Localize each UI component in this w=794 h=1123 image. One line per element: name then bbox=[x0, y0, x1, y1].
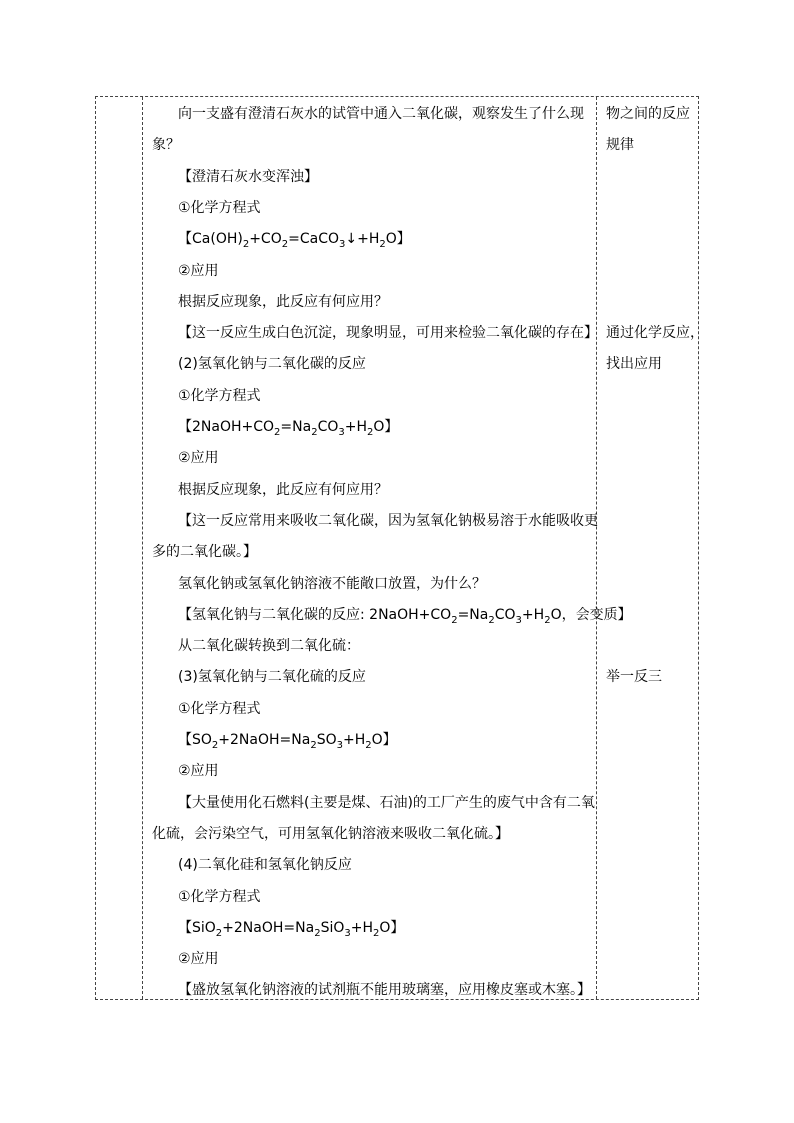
content-line: ②应用 bbox=[178, 262, 219, 279]
content-line: 【盛放氢氧化钠溶液的试剂瓶不能用玻璃塞，应用橡皮塞或木塞。】 bbox=[178, 982, 591, 999]
column-divider-left bbox=[142, 97, 143, 999]
content-line: 【$2NaOH+CO_2=Na_2CO_3+H_2O$】 bbox=[178, 419, 399, 438]
content-line: (4)二氧化硅和氢氧化钠反应 bbox=[178, 857, 352, 874]
content-line: 化硫，会污染空气，可用氢氧化钠溶液来吸收二氧化硫。】 bbox=[152, 825, 509, 842]
intent-note: 找出应用 bbox=[606, 356, 662, 373]
content-line: 【$Ca(OH)_2+CO_2=CaCO_3↓+H_2O$】 bbox=[178, 231, 411, 250]
content-line: (3)氢氧化钠与二氧化硫的反应 bbox=[178, 669, 366, 686]
content-line: 【这一反应生成白色沉淀，现象明显，可用来检验二氧化碳的存在】 bbox=[178, 325, 598, 342]
content-line: 根据反应现象，此反应有何应用？ bbox=[178, 293, 388, 310]
content-line: 象？ bbox=[152, 137, 180, 154]
intent-note: 物之间的反应 bbox=[606, 106, 690, 122]
content-line: 【$SiO_2+2NaOH=Na_2SiO_3+H_2O$】 bbox=[178, 919, 405, 939]
content-line: 根据反应现象，此反应有何应用？ bbox=[178, 481, 388, 498]
content-line: 【大量使用化石燃料(主要是煤、石油)的工厂产生的废气中含有二氧 bbox=[178, 794, 595, 811]
content-line: 【$SO_2+2NaOH=Na_2SO_3+H_2O$】 bbox=[178, 732, 397, 751]
intent-note: 通过化学反应， bbox=[606, 325, 704, 342]
content-line: ②应用 bbox=[178, 450, 219, 467]
content-line: ①化学方程式 bbox=[178, 700, 261, 717]
content-line: 【这一反应常用来吸收二氧化碳，因为氢氧化钠极易溶于水能吸收更 bbox=[178, 512, 598, 529]
content-line: 向一支盛有澄清石灰水的试管中通入二氧化碳，观察发生了什么现 bbox=[178, 106, 584, 122]
intent-note: 举一反三 bbox=[606, 669, 662, 686]
content-line: 从二氧化碳转换到二氧化硫： bbox=[178, 638, 360, 655]
content-line: 氢氧化钠或氢氧化钠溶液不能敞口放置，为什么？ bbox=[178, 575, 486, 592]
content-line: (2)氢氧化钠与二氧化碳的反应 bbox=[178, 356, 366, 373]
content-line: 多的二氧化碳。】 bbox=[152, 544, 257, 561]
content-line: 【氢氧化钠与二氧化碳的反应: $2NaOH+CO_2=Na_2CO_3+H_2O$，会变质】 bbox=[178, 606, 632, 626]
content-line: ①化学方程式 bbox=[178, 387, 261, 404]
content-line: ②应用 bbox=[178, 763, 219, 780]
content-line: ①化学方程式 bbox=[178, 199, 261, 216]
column-divider-right bbox=[596, 97, 597, 999]
lesson-table bbox=[95, 96, 704, 1000]
content-line: ②应用 bbox=[178, 951, 219, 968]
content-line: ①化学方程式 bbox=[178, 888, 261, 905]
content-line: 【澄清石灰水变浑浊】 bbox=[178, 168, 318, 185]
intent-note: 规律 bbox=[606, 137, 634, 154]
